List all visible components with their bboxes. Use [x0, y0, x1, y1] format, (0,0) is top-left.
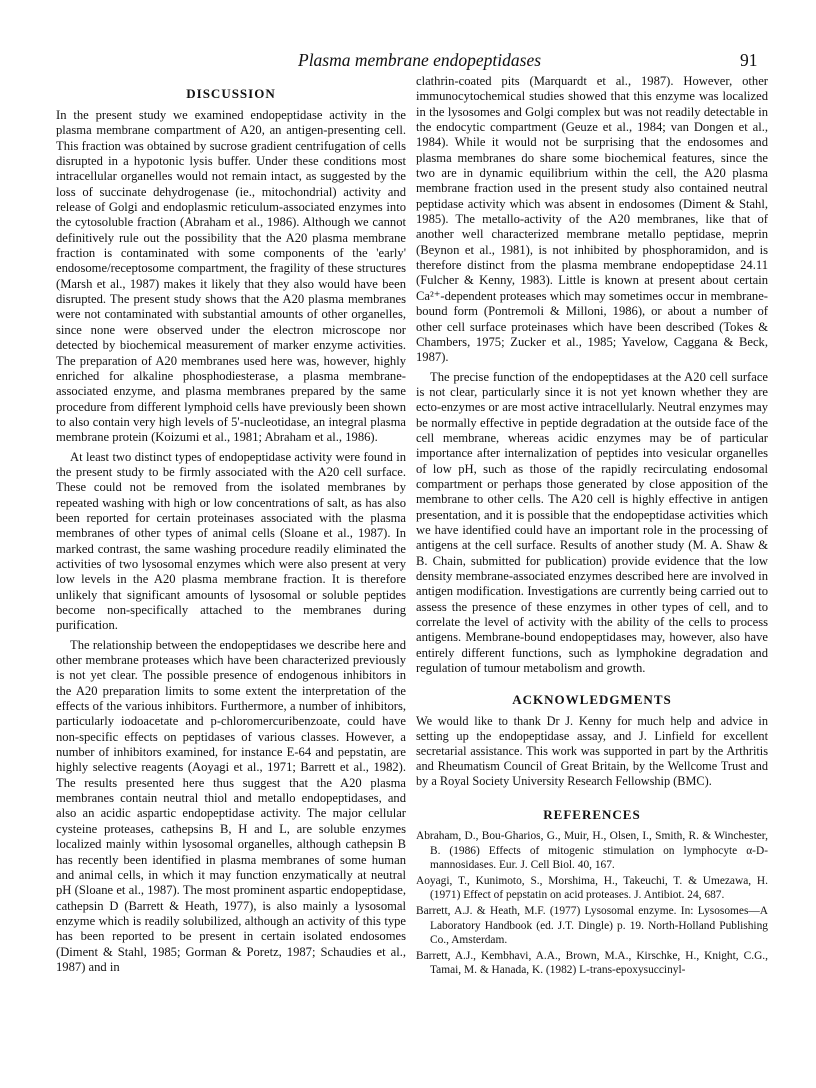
acknowledgments-text: We would like to thank Dr J. Kenny for much help and advice in setting up the endopeptidase assay, and J. Linfield for excellent secretarial assistance. This work was supported in part by the Arthritis and Rheumatism Council of Great Britain, by the Wellcome Trust and by a Royal Society University Research Fellowship (BMC).: [416, 714, 768, 789]
discussion-heading: DISCUSSION: [186, 86, 276, 101]
acknowledgments-section: [416, 692, 768, 789]
reference-item: Barrett, A.J. & Heath, M.F. (1977) Lysosomal enzyme. In: Lysosomes—A Laboratory Handbook (ed. J.T. Dingle) p. 19. North-Holland Publishing Co., Amsterdam.: [416, 905, 768, 946]
discussion-paragraph: The relationship between the endopeptidases we describe here and other membrane proteases which have been characterized previously is not yet clear. The possible presence of endogenous inhibitors in the A20 preparation limits to some extent the interpretation of the effects of the various inhibitors. Furthermore, a number of inhibitors, particularly iodoacetate and p-chloromercuribenzoate, could have non-specific effects on peptidases of various classes. However, a number of inhibitors examined, for instance E-64 and pepstatin, are highly selective reagents (Aoyagi et al., 1971; Barrett et al., 1982). The results presented here thus suggest that the A20 plasma membranes contain neutral thiol and metallo endopeptidases, and also an acidic aspartic endopeptidase activity. The major cellular cysteine proteases, cathepsins B, H and L, are soluble enzymes localized mainly within lysosomal organelles, although cathepsin B has recently been identified in plasma membranes of some human and animal cells, in which it may function enzymatically at neutral pH (Sloane et al., 1987). The most prominent aspartic endopeptidase, cathepsin D (Barrett & Heath, 1977), is also mainly a lysosomal enzyme which is readily solubilized, although an activity of this type has been reported to be present in certain isolated endosomes (Diment & Stahl, 1985; Gorman & Poretz, 1987; Schaudies et al., 1987) and in: [56, 637, 406, 974]
discussion-paragraph: In the present study we examined endopeptidase activity in the plasma membrane compartment of A20, an antigen-presenting cell. This fraction was obtained by sucrose gradient centrifugation of cells disrupted in a hypotonic lysis buffer. Under these conditions most intracellular organelles would not remain intact, as suggested by the loss of succinate dehydrogenase (ie., mitochondrial) activity and release of Golgi and endoplasmic reticulum-associated enzymes into the cytosoluble fraction (Abraham et al., 1986). Although we cannot definitively rule out the possibility that the A20 plasma membrane fraction is contaminated with some components of the 'early' endosome/receptosome compartment, the fragility of these structures (Marsh et al., 1987) makes it likely that they also would have been disrupted. The present study shows that the A20 plasma membranes were not contaminated with substantial amounts of other organelles, since none were observed under the electron microscope nor detected by biochemical measurement of marker enzyme activities. The preparation of A20 membranes used here was, however, highly enriched for alkaline phosphodiesterase, a plasma membrane-associated enzyme, and plasma membranes prepared by the same procedure from different lymphoid cells have previously been shown to also contain very high levels of 5'-nucleotidase, an integral plasma membrane protein (Koizumi et al., 1981; Abraham et al., 1986).: [56, 108, 406, 445]
discussion-paragraph: The precise function of the endopeptidases at the A20 cell surface is not clear, particularly since it is not yet known whether they are ecto-enzymes or are most active intracellularly. Neutral enzymes may be normally effective in peptide degradation at the outside face of the cell membrane, whereas acidic enzymes may be of particular importance after internalization of peptides into vesicular organelles of low pH, such as those of the rapidly recirculating endosomal compartment or perhaps those generated by close apposition of the membrane to other cells. The A20 cell is highly effective in antigen presentation, and it is possible that the endopeptidase activities which we have identified could have an important role in the processing of antigens at the cell surface. Results of another study (M. A. Shaw & B. Chain, submitted for publication) provide evidence that the low density membrane-associated enzymes described here are involved in antigen modification. Investigations are currently being carried out to assess the presence of these enzymes in other types of cell, and to correlate the level of activity with the ability of the cells to process antigens. Membrane-bound endopeptidases may, however, also have entirely different functions, such as lymphokine degradation and regulation of tumour metabolism and growth.: [416, 369, 768, 676]
left-column: [56, 86, 406, 975]
references-section: [416, 807, 768, 977]
right-column: [416, 38, 768, 979]
page-number: 91: [740, 50, 758, 70]
running-title: Plasma membrane endopeptidases: [298, 50, 542, 70]
reference-item: Barrett, A.J., Kembhavi, A.A., Brown, M.A., Kirschke, H., Knight, C.G., Tamai, M. & Hanada, K. (1982) L-trans-epoxysuccinyl-: [416, 950, 768, 977]
acknowledgments-heading: ACKNOWLEDGMENTS: [512, 692, 672, 708]
references-heading: REFERENCES: [543, 807, 641, 823]
discussion-paragraph: clathrin-coated pits (Marquardt et al., 1987). However, other immunocytochemical studies showed that this enzyme was localized in the lysosomes and Golgi complex but was not readily detectable in the endocytic compartment (Geuze et al., 1984; van Dongen et al., 1984). While it would not be surprising that the endosomes and plasma membranes do share some biochemical features, since the two are in dynamic equilibrium within the cell, the A20 plasma membrane fraction used in the present study also contained neutral peptidase activity which was absent in endosomes (Diment & Stahl, 1985). The metallo-activity of the A20 membranes, like that of another well characterized membrane metallo peptidase, meprin (Beynon et al., 1981), is not inhibited by phosphoramidon, and is therefore distinct from the plasma membrane endopeptidase 24.11 (Fulcher & Kenny, 1983). Little is known at present about certain Ca²⁺-dependent proteases which may sometimes occur in membrane-bound form (Pontremoli & Milloni, 1986), or about a number of other cell surface proteinases which have been described (Tokes & Chambers, 1975; Zucker et al., 1985; Yavelow, Caggana & Beck, 1987).: [416, 74, 768, 365]
discussion-paragraph: At least two distinct types of endopeptidase activity were found in the present study to be firmly associated with the A20 cell surface. These could not be removed from the isolated membranes by repeated washing with high or low concentrations of salt, as has also been reported for certain proteinases associated with the plasma membranes of other types of animal cells (Sloane et al., 1987). In marked contrast, the same washing procedure readily eliminated the activities of two lysosomal enzymes which were also present at very low levels in the A20 plasma membrane fraction. It is therefore unlikely that significant amounts of lysosomal or soluble peptides become non-specifically attached to the membranes during purification.: [56, 449, 406, 633]
reference-item: Abraham, D., Bou-Gharios, G., Muir, H., Olsen, I., Smith, R. & Winchester, B. (1986) Effects of mitogenic stimulation on lymphocyte α-D-mannosidases. Eur. J. Cell Biol. 40, 167.: [416, 830, 768, 871]
reference-item: Aoyagi, T., Kunimoto, S., Morshima, H., Takeuchi, T. & Umezawa, H. (1971) Effect of pepstatin on acid proteases. J. Antibiot. 24, 687.: [416, 875, 768, 902]
